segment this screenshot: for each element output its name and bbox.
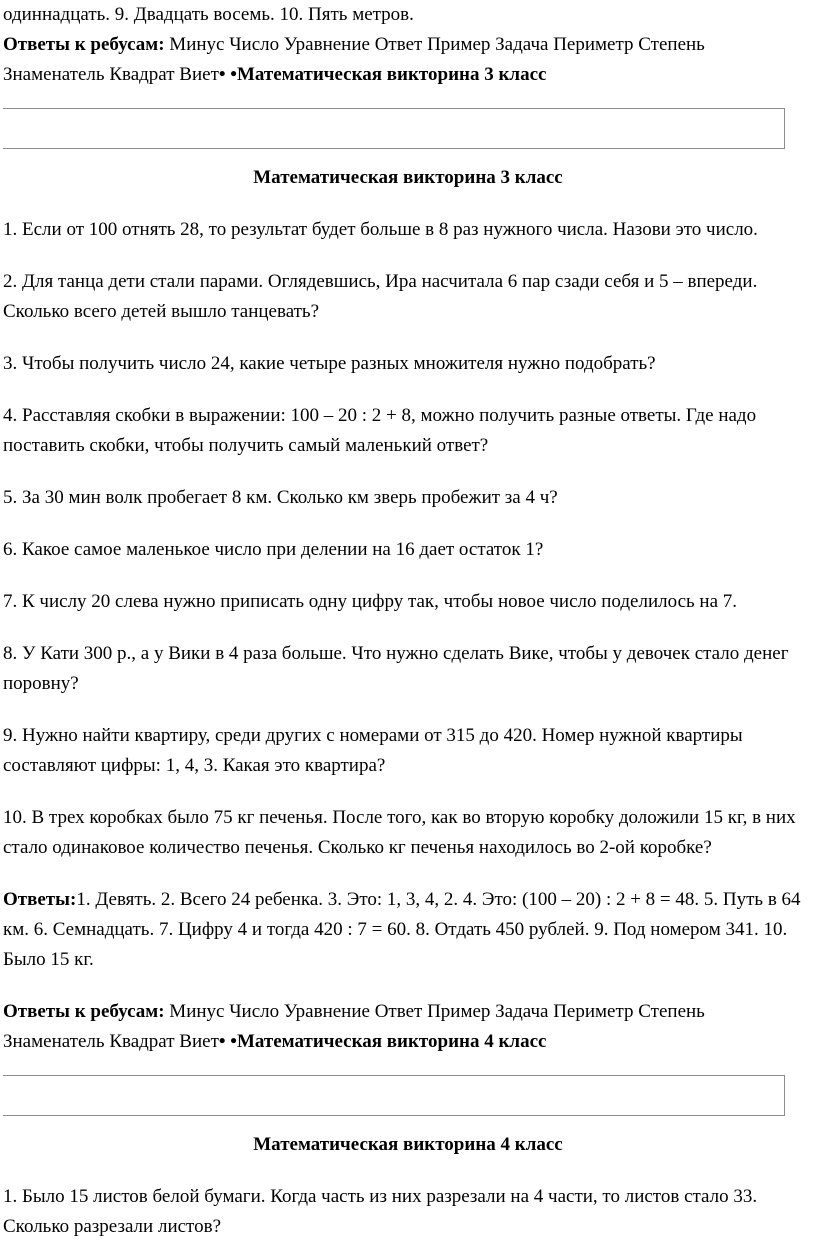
question-9: 9. Нужно найти квартиру, среди других с номерами от 315 до 420. Номер нужной квартиры составляют цифры: 1, 4, 3. Какая это квартира? <box>3 725 743 776</box>
answers-text: 1. Девять. 2. Всего 24 ребенка. 3. Это: 1, 3, 4, 2. 4. Это: (100 – 20) : 2 + 8 = 48. 5. Путь в 64 км. 6. Семнадцать. 7. Цифру 4 и тогда 420 : 7 = 60. 8. Отдать 450 рублей. 9. Под номером 341. 10. Было 15 кг. <box>3 889 801 970</box>
rebus-answers-1 <box>3 30 813 90</box>
question-1: 1. Если от 100 отнять 28, то результат будет больше в 8 раз нужного числа. Назови это число. <box>3 219 758 240</box>
question-10: 10. В трех коробках было 75 кг печенья. После того, как во вторую коробку доложили 15 кг, в них стало одинаковое количество печенья. Сколько кг печенья находилось во 2-ой коробке? <box>3 807 796 858</box>
section-title: Математическая викторина 4 класс <box>253 1134 563 1155</box>
rebus-answers-text: Минус Число Уравнение Ответ Пример Задача Периметр Степень <box>164 34 705 55</box>
rebus-answers-text-2: Знаменатель Квадрат Виет <box>3 64 219 85</box>
bullet-glyphs: • • <box>218 1031 237 1052</box>
question-4: 4. Расставляя скобки в выражении: 100 – 20 : 2 + 8, можно получить разные ответы. Где надо поставить скобки, чтобы получить самый маленький ответ? <box>3 405 757 456</box>
rebus-answers-label: Ответы к ребусам: <box>3 1001 165 1022</box>
question-1: 1. Было 15 листов белой бумаги. Когда часть из них разрезали на 4 части, то листов стало 33. Сколько разрезали листов? <box>3 1186 758 1237</box>
rebus-answers-label: Ответы к ребусам: <box>3 34 165 55</box>
question-2: 2. Для танца дети стали парами. Оглядевшись, Ира насчитала 6 пар сзади себя и 5 – впереди. Сколько всего детей вышло танцевать? <box>3 271 758 322</box>
answers <box>3 885 813 975</box>
question-6: 6. Какое самое маленькое число при делении на 16 дает остаток 1? <box>3 539 544 560</box>
empty-frame <box>3 1075 785 1116</box>
section-title: Математическая викторина 3 класс <box>253 167 563 188</box>
question-8: 8. У Кати 300 р., а у Вики в 4 раза больше. Что нужно сделать Вике, чтобы у девочек стало денег поровну? <box>3 643 789 694</box>
inline-heading: Математическая викторина 4 класс <box>236 1031 547 1052</box>
question-3: 3. Чтобы получить число 24, какие четыре разных множителя нужно подобрать? <box>3 353 656 374</box>
rebus-answers-2 <box>3 997 813 1057</box>
bullet-glyphs: • • <box>218 64 237 85</box>
question-5: 5. За 30 мин волк пробегает 8 км. Сколько км зверь пробежит за 4 ч? <box>3 487 558 508</box>
top-line: одиннадцать. 9. Двадцать восемь. 10. Пять метров. <box>3 4 414 25</box>
rebus-answers-text: Минус Число Уравнение Ответ Пример Задача Периметр Степень <box>164 1001 705 1022</box>
rebus-answers-text-2: Знаменатель Квадрат Виет <box>3 1031 219 1052</box>
answers-label: Ответы: <box>3 889 77 910</box>
question-7: 7. К числу 20 слева нужно приписать одну цифру так, чтобы новое число поделилось на 7. <box>3 591 738 612</box>
empty-frame <box>3 108 785 149</box>
inline-heading: Математическая викторина 3 класс <box>236 64 547 85</box>
